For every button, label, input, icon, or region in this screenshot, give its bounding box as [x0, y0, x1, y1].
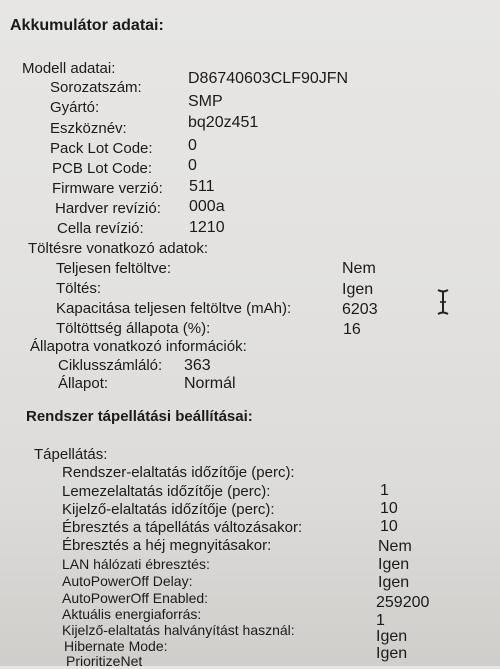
full-charge-capacity-label: Kapacitása teljesen feltöltve (mAh):: [56, 300, 292, 317]
display-dim-value: Igen: [376, 645, 408, 662]
wake-on-lid-open-label: Ébresztés a héj megnyitásakor:: [62, 537, 272, 554]
state-of-charge-label: Töltöttség állapota (%):: [56, 320, 211, 337]
display-dim-label: Kijelző-elaltatás halványítást használ:: [62, 622, 295, 638]
disk-sleep-timer-value: 10: [380, 500, 398, 517]
pcb-lot-code-value: 0: [188, 157, 197, 174]
firmware-label: Firmware verzió:: [52, 180, 163, 197]
display-sleep-timer-label: Kijelző-elaltatás időzítője (perc):: [62, 501, 275, 518]
autopoweroff-enabled-value: 1: [376, 612, 385, 629]
autopoweroff-enabled-label: AutoPowerOff Enabled:: [62, 590, 209, 606]
cycle-count-value: 363: [184, 357, 211, 374]
condition-value: Normál: [184, 375, 236, 392]
wake-on-ac-change-label: Ébresztés a tápellátás változásakor:: [62, 519, 303, 536]
display-sleep-timer-value: 10: [380, 518, 398, 535]
full-charge-capacity-value: 6203: [342, 301, 378, 318]
state-of-charge-value: 16: [343, 321, 361, 338]
wake-on-lid-open-value: Igen: [378, 556, 410, 573]
text-cursor-icon: [436, 289, 450, 315]
autopoweroff-delay-value: 259200: [376, 594, 430, 611]
serial-value: D86740603CLF90JFN: [188, 70, 349, 87]
power-subheading: Tápellátás:: [34, 446, 108, 463]
autopoweroff-delay-label: AutoPowerOff Delay:: [62, 573, 193, 589]
wake-on-lan-label: LAN hálózati ébresztés:: [62, 556, 210, 572]
system-sleep-timer-label: Rendszer-elaltatás időzítője (perc):: [62, 464, 295, 481]
manufacturer-value: SMP: [188, 93, 223, 110]
charging-label: Töltés:: [56, 280, 102, 297]
condition-label: Állapot:: [58, 375, 109, 392]
battery-section-title: Akkumulátor adatai:: [10, 17, 164, 34]
power-settings-title: Rendszer tápellátási beállításai:: [26, 408, 253, 425]
firmware-value: 511: [189, 178, 215, 195]
wake-on-lan-value: Igen: [378, 574, 410, 591]
pack-lot-code-label: Pack Lot Code:: [50, 140, 153, 157]
current-power-source-value: Igen: [376, 628, 408, 645]
manufacturer-label: Gyártó:: [50, 99, 100, 116]
fully-charged-value: Nem: [342, 260, 376, 277]
serial-label: Sorozatszám:: [50, 79, 142, 96]
hibernate-mode-label: Hibernate Mode:: [64, 638, 168, 654]
device-name-value: bq20z451: [188, 114, 259, 131]
model-info-heading: Modell adatai:: [22, 60, 116, 77]
cycle-count-label: Ciklusszámláló:: [58, 357, 163, 374]
hardware-revision-value: 000a: [189, 198, 225, 215]
pcb-lot-code-label: PCB Lot Code:: [52, 160, 153, 177]
cell-revision-label: Cella revízió:: [57, 220, 144, 237]
prioritize-network-label: PrioritizeNet: [66, 653, 143, 669]
charge-info-heading: Töltésre vonatkozó adatok:: [28, 240, 209, 257]
health-info-heading: Állapotra vonatkozó információk:: [30, 338, 247, 355]
charging-value: Igen: [342, 281, 374, 298]
hardware-revision-label: Hardver revízió:: [55, 200, 161, 217]
disk-sleep-timer-label: Lemezelaltatás időzítője (perc):: [62, 483, 271, 500]
wake-on-ac-change-value: Nem: [378, 538, 412, 555]
system-sleep-timer-value: 1: [380, 482, 389, 499]
current-power-source-label: Aktuális energiaforrás:: [62, 606, 202, 622]
fully-charged-label: Teljesen feltöltve:: [56, 260, 172, 277]
device-name-label: Eszköznév:: [50, 120, 127, 137]
cell-revision-value: 1210: [189, 219, 225, 236]
pack-lot-code-value: 0: [188, 137, 197, 154]
